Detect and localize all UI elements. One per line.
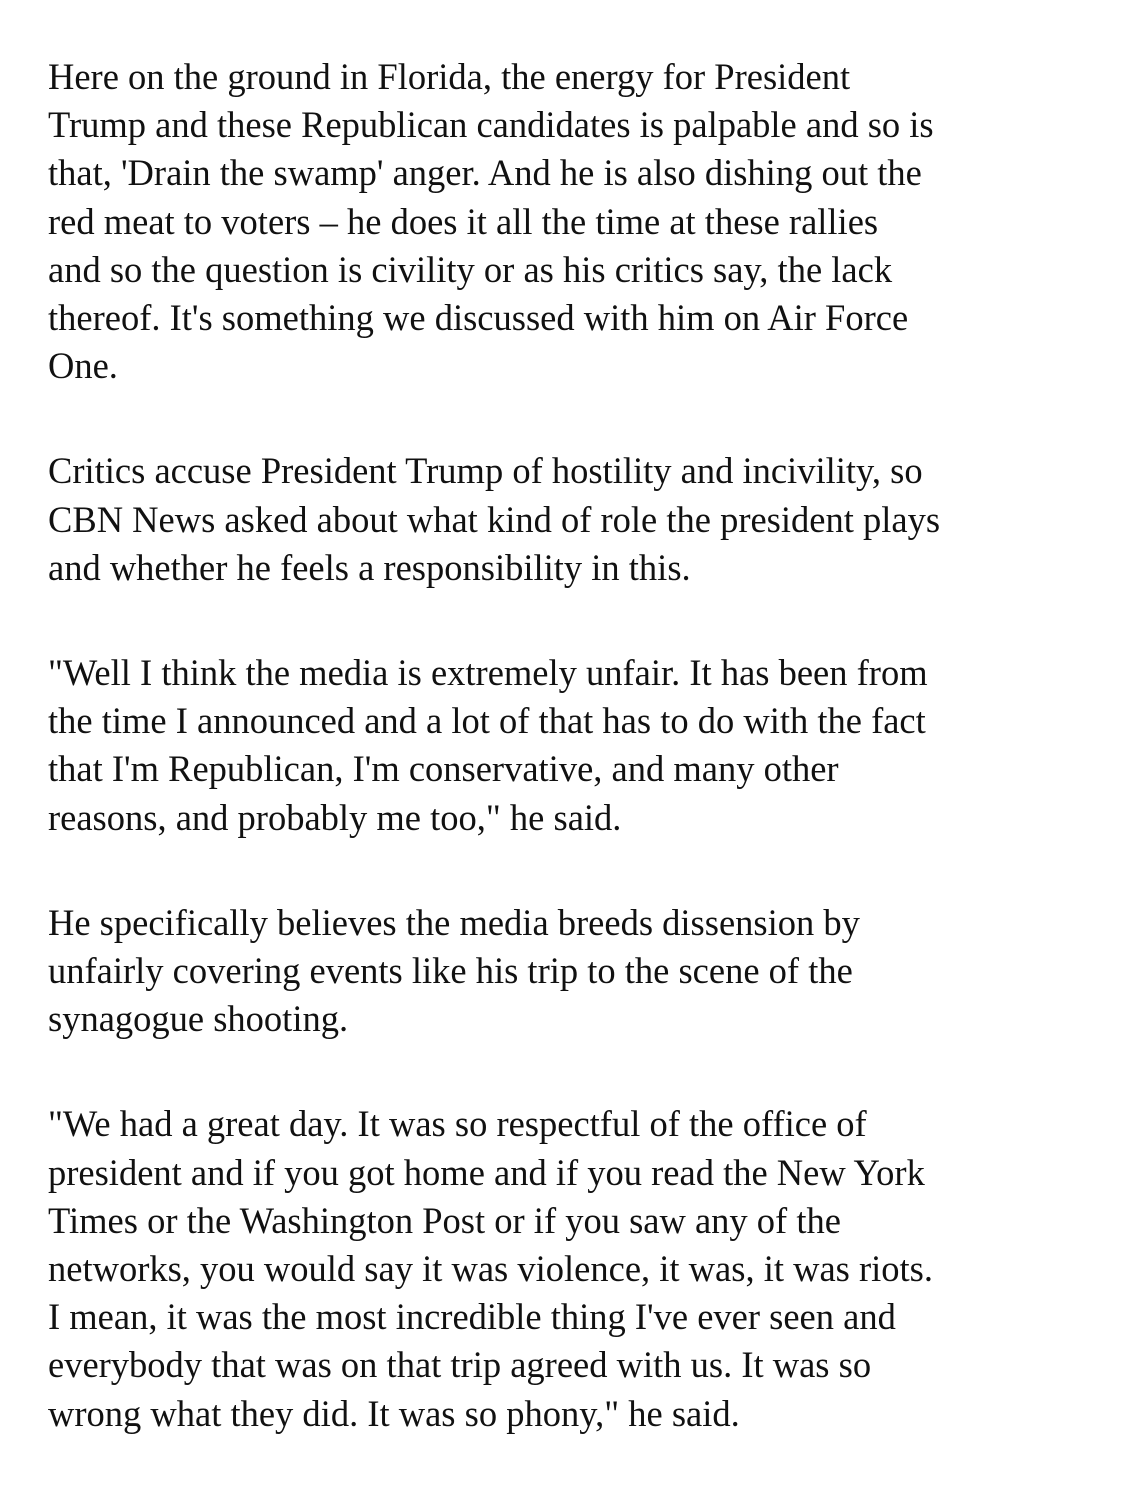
- paragraph-2: [48, 447, 1098, 592]
- text-line: He specifically believes the media breeds dissension by: [48, 901, 860, 943]
- text-line: One.: [48, 345, 118, 387]
- text-line: president and if you got home and if you read the New York: [48, 1151, 925, 1193]
- text-line: the time I announced and a lot of that has to do with the fact: [48, 700, 926, 742]
- text-line: unfairly covering events like his trip to the scene of the: [48, 950, 853, 992]
- paragraph-3: [48, 649, 1098, 842]
- text-line: CBN News asked about what kind of role the president plays: [48, 498, 941, 540]
- text-line: networks, you would say it was violence, it was, it was riots.: [48, 1248, 934, 1290]
- text-line: wrong what they did. It was so phony," he said.: [48, 1392, 740, 1434]
- text-line: that I'm Republican, I'm conservative, and many other: [48, 748, 839, 790]
- text-line: everybody that was on that trip agreed with us. It was so: [48, 1344, 872, 1386]
- text-line: Critics accuse President Trump of hostility and incivility, so: [48, 450, 923, 492]
- text-line: Trump and these Republican candidates is palpable and so is: [48, 104, 934, 146]
- paragraph-1: [48, 53, 1098, 390]
- article-text: [48, 53, 1098, 1495]
- text-line: "Well I think the media is extremely unfair. It has been from: [48, 652, 928, 694]
- text-line: I mean, it was the most incredible thing I've ever seen and: [48, 1296, 896, 1338]
- text-line: Here on the ground in Florida, the energy for President: [48, 56, 851, 97]
- text-line: that, 'Drain the swamp' anger. And he is also dishing out the: [48, 152, 922, 194]
- text-line: and whether he feels a responsibility in this.: [48, 546, 691, 588]
- text-line: and so the question is civility or as his critics say, the lack: [48, 248, 893, 290]
- text-line: Times or the Washington Post or if you saw any of the: [48, 1199, 841, 1241]
- text-line: reasons, and probably me too," he said.: [48, 796, 622, 838]
- text-line: "We had a great day. It was so respectful of the office of: [48, 1103, 867, 1145]
- paragraph-4: [48, 899, 1098, 1044]
- text-line: synagogue shooting.: [48, 998, 349, 1040]
- text-line: thereof. It's something we discussed with him on Air Force: [48, 297, 909, 339]
- text-line: red meat to voters – he does it all the time at these rallies: [48, 200, 879, 242]
- paragraph-5: [48, 1100, 1098, 1437]
